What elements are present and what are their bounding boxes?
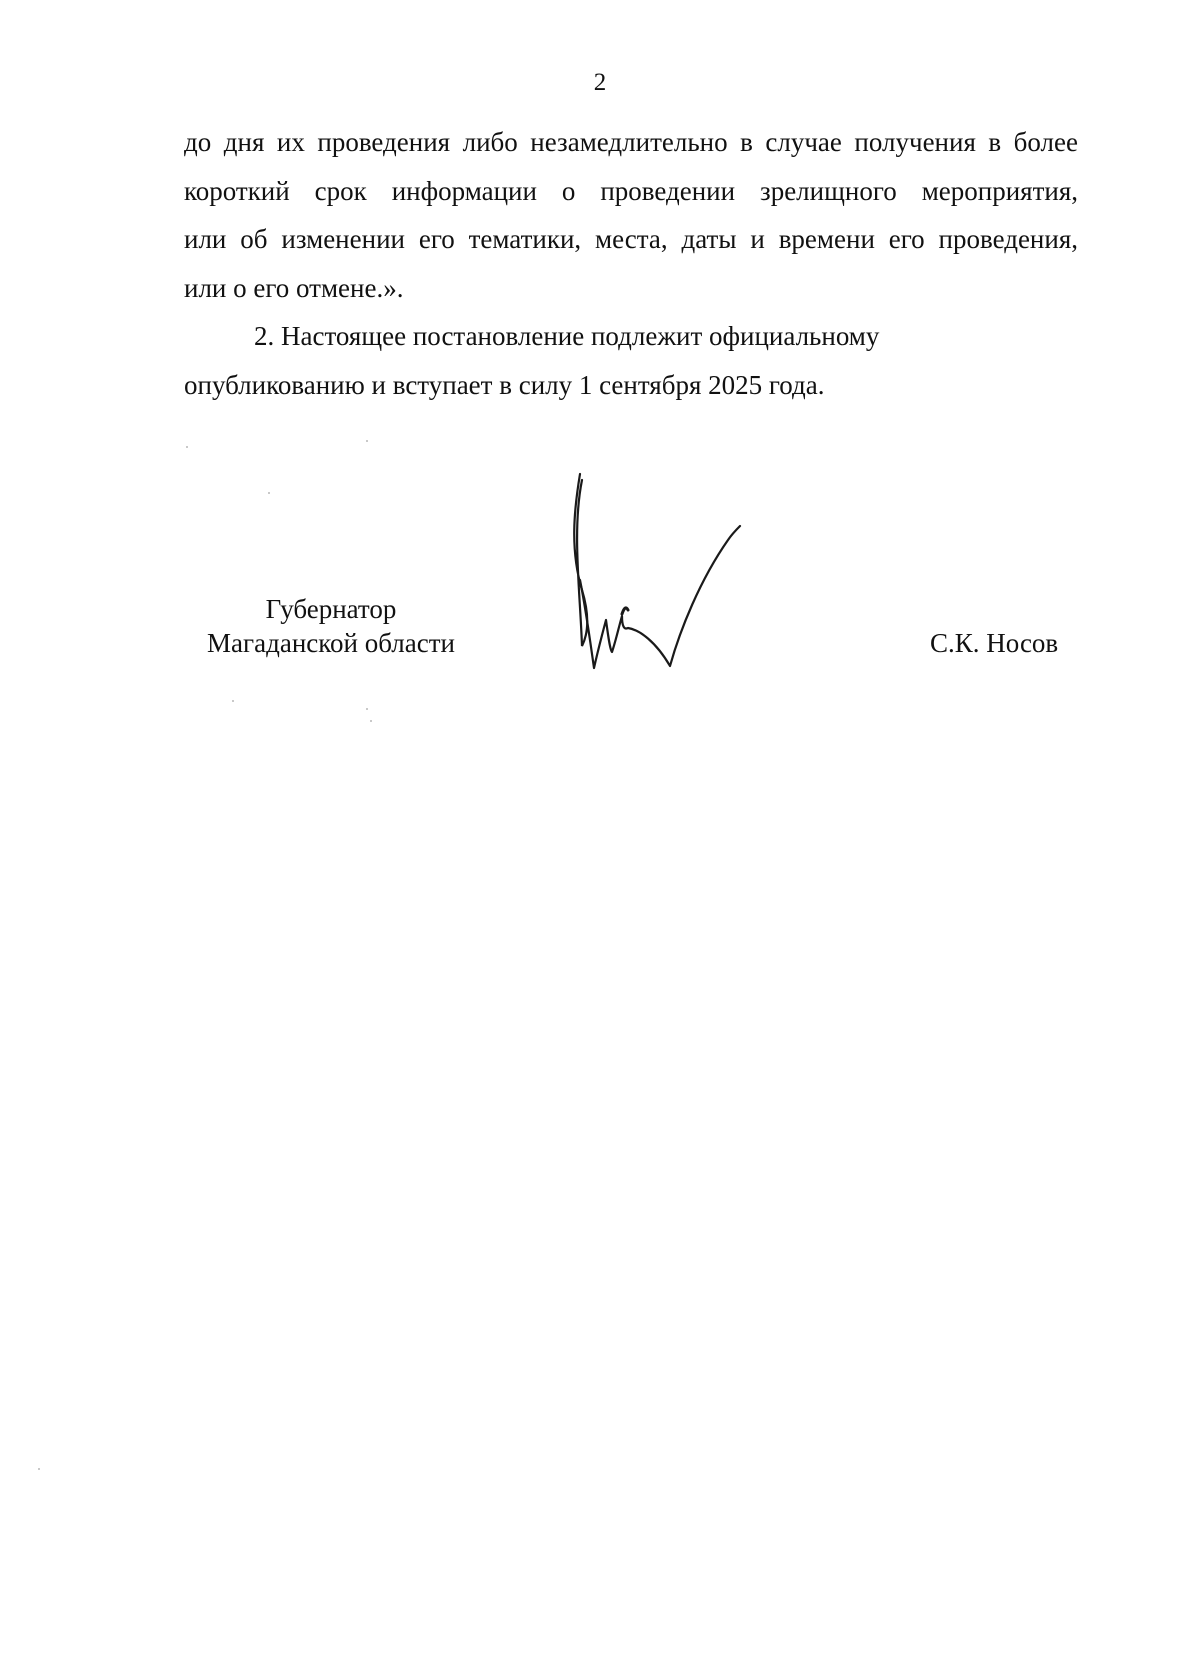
paragraph-2-word-2: постановление (412, 321, 585, 351)
paragraph-line-1: до дня их проведения либо незамедлительно в случае получения в более (184, 127, 1078, 157)
paragraph-continued (184, 118, 1078, 312)
scan-speck (38, 1468, 40, 1470)
paragraph-2-second-line: опубликованию и вступает в силу 1 сентября 2025 года. (184, 369, 825, 400)
scan-speck (268, 492, 270, 494)
paragraph-2-first-line (184, 312, 1078, 361)
scan-speck (186, 446, 188, 448)
paragraph-2 (184, 312, 1078, 409)
paragraph-line-3: или об изменении его тематики, места, даты и времени его проведения, (184, 224, 1078, 254)
scan-speck (366, 708, 368, 710)
paragraph-2-word-3: подлежит (590, 321, 703, 351)
page-number: 2 (593, 69, 607, 96)
paragraph-2-word-4: официальному (709, 321, 880, 351)
signatory-title-line-2: Магаданской области (207, 628, 455, 658)
signer-name: С.К. Носов (930, 628, 1059, 658)
signatory-title-line-1: Губернатор (265, 594, 397, 624)
handwritten-signature (560, 470, 780, 710)
scan-speck (366, 440, 368, 442)
signatory-title (186, 592, 476, 660)
scan-speck (232, 700, 234, 702)
paragraph-2-word-1: Настоящее (281, 321, 407, 351)
paragraph-line-4: или о его отмене.». (184, 272, 404, 303)
scan-speck (370, 720, 372, 722)
paragraph-line-2: короткий срок информации о проведении зрелищного мероприятия, (184, 175, 1078, 206)
paragraph-2-number: 2. (254, 321, 275, 351)
